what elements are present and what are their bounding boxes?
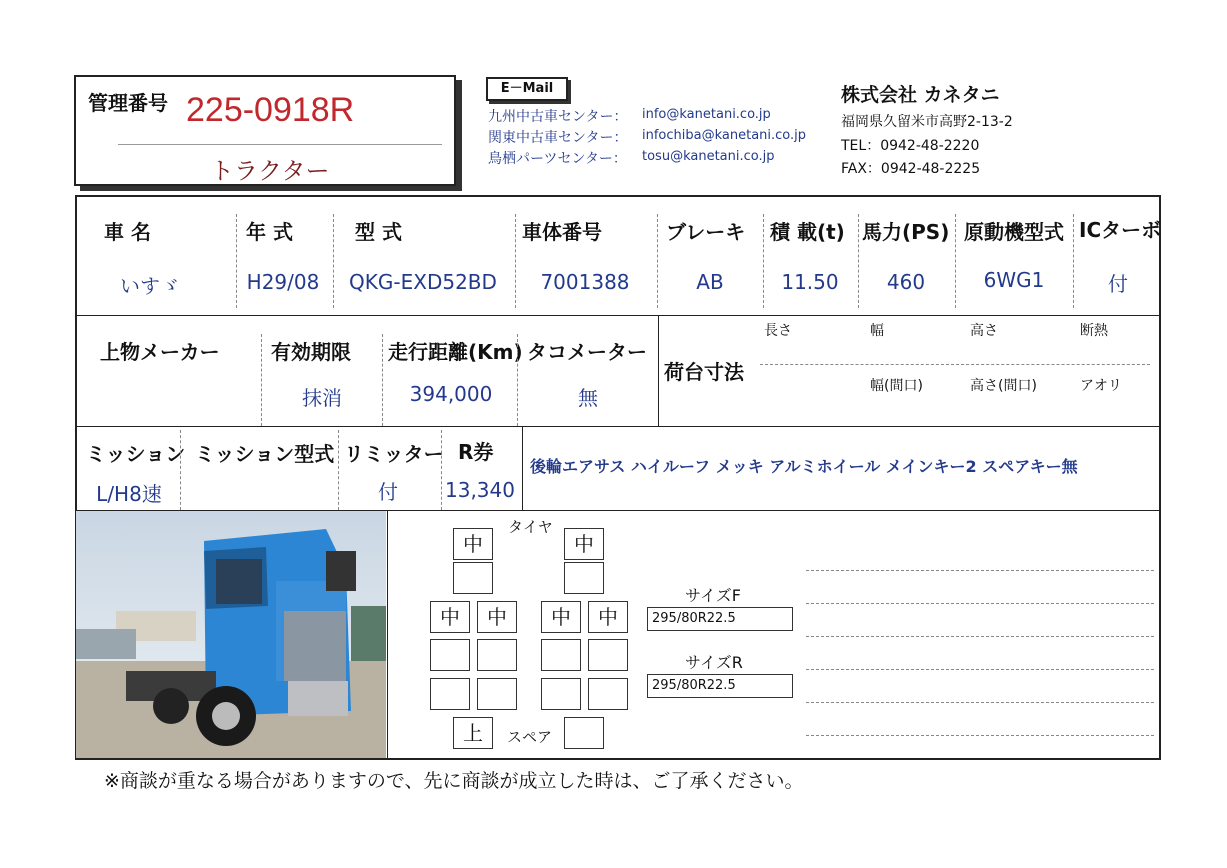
row1-sep xyxy=(236,214,237,308)
tire-rear-2: 中 xyxy=(477,601,517,633)
value-hp: 460 xyxy=(886,270,926,294)
label-size-rear: サイズR xyxy=(685,653,743,672)
label-mileage: 走行距離(Km) xyxy=(388,340,523,364)
memo-line xyxy=(806,636,1154,637)
value-model: QKG-EXD52BD xyxy=(349,270,497,294)
label-body-maker: 上物メーカー xyxy=(100,340,220,364)
photo-divider xyxy=(387,510,388,760)
label-length: 長さ xyxy=(764,323,792,339)
row3-sep xyxy=(338,430,339,510)
row3-sep xyxy=(441,430,442,510)
dimension-dash xyxy=(760,364,1150,365)
label-year: 年 式 xyxy=(246,220,293,244)
email-address-1[interactable]: info@kanetani.co.jp xyxy=(642,107,771,122)
label-ic-turbo: ICターボ xyxy=(1079,218,1162,242)
value-r-ticket: 13,340 xyxy=(445,478,515,502)
row1-sep xyxy=(657,214,658,308)
kanri-label: 管理番号 xyxy=(88,91,168,115)
label-expiry: 有効期限 xyxy=(271,340,351,364)
kanri-box xyxy=(74,75,456,186)
size-rear-value: 295/80R22.5 xyxy=(647,674,793,698)
email-center-1: 九州中古車センター： xyxy=(488,109,628,125)
label-r-ticket: R券 xyxy=(458,440,494,464)
company-tel: TEL：0942-48-2220 xyxy=(841,138,980,154)
label-spare: スペア xyxy=(507,728,553,746)
tire-rear-4: 中 xyxy=(588,601,628,633)
company-fax: FAX：0942-48-2225 xyxy=(841,161,981,177)
value-expiry: 抹消 xyxy=(302,386,342,410)
label-tire: タイヤ xyxy=(508,518,553,536)
value-limiter: 付 xyxy=(378,480,398,504)
memo-line xyxy=(806,570,1154,571)
email-address-3[interactable]: tosu@kanetani.co.jp xyxy=(642,149,775,164)
row1-bottom-line xyxy=(75,315,1161,316)
memo-line xyxy=(806,603,1154,604)
footer-note: ※商談が重なる場合がありますので、先に商談が成立した時は、ご了承ください。 xyxy=(104,770,804,792)
row2-sep xyxy=(382,334,383,426)
row1-sep xyxy=(858,214,859,308)
tire-rear-5 xyxy=(430,639,470,671)
row3-sep xyxy=(180,430,181,510)
tire-rear-3: 中 xyxy=(541,601,581,633)
tire-rear-11 xyxy=(541,678,581,710)
tire-front-left: 中 xyxy=(453,528,493,560)
memo-line xyxy=(806,669,1154,670)
row1-sep xyxy=(1073,214,1074,308)
label-engine: 原動機型式 xyxy=(964,220,1064,244)
value-transmission: L/H8速 xyxy=(96,482,162,506)
value-engine: 6WG1 xyxy=(983,268,1045,292)
tire-front-right-inner xyxy=(564,562,604,594)
kanri-divider xyxy=(118,144,442,145)
email-center-2: 関東中古車センター： xyxy=(488,130,628,146)
label-width: 幅 xyxy=(870,323,884,339)
row2-sep xyxy=(261,334,262,426)
label-transmission: ミッション xyxy=(86,442,186,466)
label-car-name: 車 名 xyxy=(104,220,151,244)
memo-line xyxy=(806,702,1154,703)
label-model: 型 式 xyxy=(355,220,402,244)
size-front-value: 295/80R22.5 xyxy=(647,607,793,631)
nidai-divider xyxy=(658,315,659,426)
label-height-opening: 高さ(間口) xyxy=(970,378,1037,394)
label-limiter: リミッター xyxy=(344,442,444,466)
row1-sep xyxy=(763,214,764,308)
label-transmission-model: ミッション型式 xyxy=(195,442,335,466)
tire-rear-8 xyxy=(588,639,628,671)
value-load: 11.50 xyxy=(781,270,839,294)
value-ic-turbo: 付 xyxy=(1108,272,1128,296)
company-address: 福岡県久留米市高野2-13-2 xyxy=(841,114,1013,130)
value-mileage: 394,000 xyxy=(409,382,493,406)
email-center-3: 鳥栖パーツセンター： xyxy=(488,151,627,167)
company-name: 株式会社 カネタニ xyxy=(841,84,1000,106)
label-chassis: 車体番号 xyxy=(522,220,602,244)
label-width-opening: 幅(間口) xyxy=(870,378,923,394)
label-side-gate: アオリ xyxy=(1080,378,1122,394)
label-height: 高さ xyxy=(970,323,998,339)
vehicle-photo xyxy=(76,511,386,758)
label-hp: 馬力(PS) xyxy=(862,220,950,244)
row1-sep xyxy=(333,214,334,308)
row1-sep xyxy=(955,214,956,308)
tire-front-right: 中 xyxy=(564,528,604,560)
row2-bottom-line xyxy=(75,426,1161,427)
tire-rear-10 xyxy=(477,678,517,710)
label-brake: ブレーキ xyxy=(666,220,746,244)
vehicle-notes: 後輪エアサス ハイルーフ メッキ アルミホイール メインキー2 スペアキー無 xyxy=(530,457,1078,476)
email-address-2[interactable]: infochiba@kanetani.co.jp xyxy=(642,128,807,143)
label-load: 積 載(t) xyxy=(770,220,845,244)
label-tachometer: タコメーター xyxy=(527,340,647,364)
vehicle-type: トラクター xyxy=(210,157,330,185)
label-size-front: サイズF xyxy=(685,586,741,605)
memo-line xyxy=(806,735,1154,736)
row1-sep xyxy=(515,214,516,308)
tire-rear-6 xyxy=(477,639,517,671)
tire-spare-2 xyxy=(564,717,604,749)
tire-rear-9 xyxy=(430,678,470,710)
value-car-name: いすゞ xyxy=(120,274,180,298)
tire-spare: 上 xyxy=(453,717,493,749)
tire-rear-1: 中 xyxy=(430,601,470,633)
value-chassis: 7001388 xyxy=(540,270,630,294)
row2-sep xyxy=(517,334,518,426)
email-tag: E－Mail xyxy=(486,77,568,101)
truck-illustration xyxy=(76,511,386,758)
value-tachometer: 無 xyxy=(578,386,598,410)
kanri-number: 225-0918R xyxy=(186,91,355,129)
label-insulation: 断熱 xyxy=(1080,323,1108,339)
label-cargo-dimensions: 荷台寸法 xyxy=(664,360,744,384)
value-brake: AB xyxy=(696,270,724,294)
notes-divider xyxy=(522,426,523,511)
tire-front-left-inner xyxy=(453,562,493,594)
tire-rear-7 xyxy=(541,639,581,671)
tire-rear-12 xyxy=(588,678,628,710)
value-year: H29/08 xyxy=(246,270,320,294)
